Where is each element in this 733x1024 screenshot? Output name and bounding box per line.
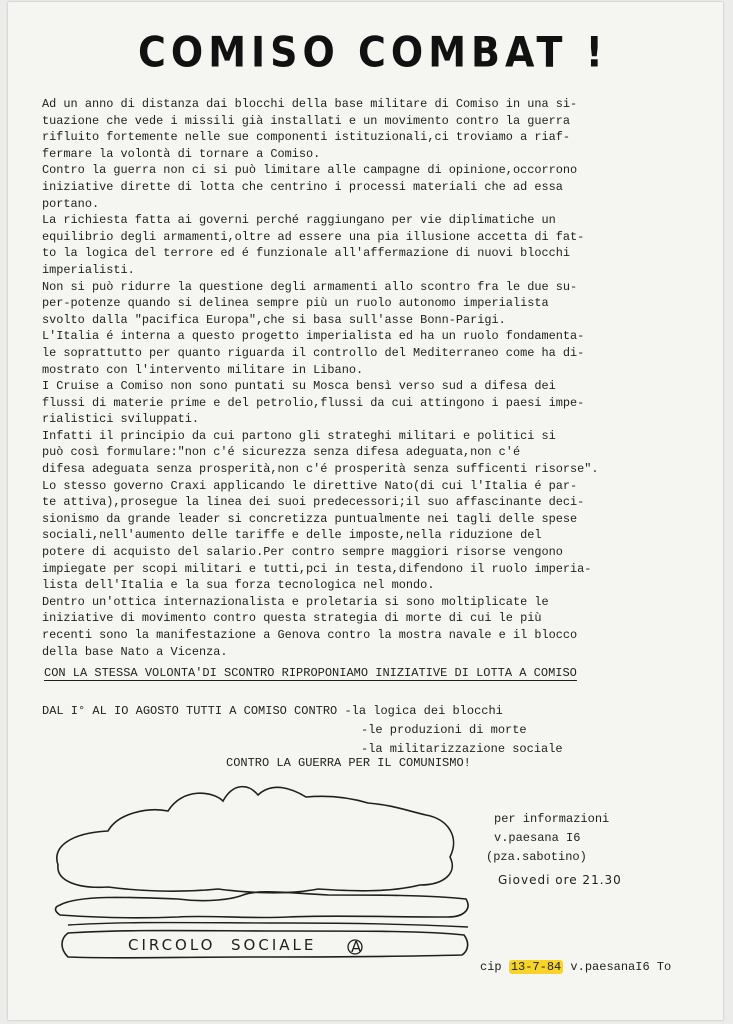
info-line: Giovedi ore 21.30 (498, 873, 622, 887)
body-line: portano. (42, 196, 100, 211)
body-line: Infatti il principio da cui partono gli strateghi militari e politici si (42, 428, 556, 443)
body-line: della base Nato a Vicenza. (42, 644, 228, 659)
info-line: per informazioni (494, 812, 610, 826)
body-line: flussi di materie prime e del petrolio,flussi da cui attingono i paesi impe- (42, 395, 585, 410)
leaflet-page (8, 2, 723, 1020)
body-line: Lo stesso governo Craxi applicando le direttive Nato(di cui l'Italia é par- (42, 478, 578, 493)
cloud-layer-3 (68, 923, 468, 928)
agosto-row-1 (42, 702, 642, 721)
body-line: le soprattutto per quanto riguarda il controllo del Mediterraneo come ha di- (42, 345, 585, 360)
body-line: Non si può ridurre la questione degli armamenti allo scontro fra le due su- (42, 279, 578, 294)
body-line: difesa adeguata senza prosperità,non c'é prosperità senza sufficenti risorse". (42, 462, 599, 477)
body-line: rialistici sviluppati. (42, 412, 199, 427)
body-line: può così formulare:"non c'é sicurezza senza difesa adeguata,non c'é (42, 445, 521, 460)
body-line: per-potenze quando si delinea sempre più un ruolo autonomo imperialista (42, 296, 549, 311)
body-line: iniziative dirette di lotta che centrino i processi materiali che ad essa (42, 179, 563, 194)
body-line: Dentro un'ottica internazionalista e proletaria si sono moltiplicate le (42, 594, 549, 609)
leaflet-title: COMISO COMBAT ! (138, 27, 608, 77)
body-line: svolto dalla "pacifica Europa",che si basa sull'asse Bonn-Parigi. (42, 312, 506, 327)
body-line: Contro la guerra non ci si può limitare alle campagne di opinione,occorrono (42, 163, 578, 178)
body-line: rifluito fortemente nelle sue componenti istituzionali,ci troviamo a riaf- (42, 130, 571, 145)
cip-date: 13-7-84 (510, 960, 562, 974)
body-line: L'Italia é interna a questo progetto imperialista ed ha un ruolo fondamenta- (42, 329, 585, 344)
body-line: to la logica del terrore ed é funzionale all'affermazione di nuovi blocchi (42, 246, 571, 261)
body-line: fermare la volontà di tornare a Comiso. (42, 146, 321, 161)
contro-slogan: CONTRO LA GUERRA PER IL COMUNISMO! (226, 756, 471, 770)
info-line: v.paesana I6 (494, 831, 581, 845)
cloud-layer-2 (56, 892, 468, 918)
agosto-item: -la militarizzazione sociale (361, 742, 563, 756)
body-line: imperialisti. (42, 262, 135, 277)
slogan-line: CON LA STESSA VOLONTA'DI SCONTRO RIPROPONIAMO INIZIATIVE DI LOTTA A COMISO (44, 666, 577, 680)
body-line: te attiva),prosegue la linea dei suoi predecessori;il suo affascinante deci- (42, 495, 585, 510)
body-line: sionismo da grande leader si concretizza puntualmente nei tagli delle spese (42, 511, 578, 526)
agosto-lead: DAL I° AL IO AGOSTO TUTTI A COMISO CONTRO (42, 704, 345, 718)
body-line: I Cruise a Comiso non sono puntati su Mosca bensì verso sud a difesa dei (42, 379, 556, 394)
agosto-item: -le produzioni di morte (361, 723, 527, 737)
agosto-row-2 (42, 721, 642, 740)
body-line: Ad un anno di distanza dai blocchi della base militare di Comiso in una si- (42, 97, 578, 111)
anarchy-a-icon: A (351, 938, 362, 956)
body-line: iniziative di movimento contro questa strategia di morte di cui le più (42, 611, 542, 626)
body-line: tuazione che vede i missili già installati e un movimento contro la guerra (42, 113, 571, 128)
circolo-label: CIRCOLO SOCIALE (128, 936, 317, 954)
body-line: impiegate per scopi militari e tutti,pci in testa,difendono il ruolo imperia- (42, 561, 592, 576)
cloud-outline (57, 787, 454, 893)
info-block (486, 810, 622, 890)
body-line: recenti sono la manifestazione a Genova contro la mostra navale e il blocco (42, 628, 578, 642)
agosto-item: -la logica dei blocchi (344, 704, 503, 718)
cip-footer (480, 960, 671, 974)
info-line: (pza.sabotino) (486, 850, 587, 864)
cip-suffix: v.paesanaI6 To (563, 960, 672, 974)
body-line: lista dell'Italia e la sua forza tecnologica nel mondo. (42, 578, 435, 593)
body-line: sociali,nell'aumento delle tariffe e delle imposte,nella riduzione del (42, 528, 542, 543)
cip-prefix: cip (480, 960, 509, 974)
body-line: equilibrio degli armamenti,oltre ad essere una pia illusione accetta di fat- (42, 229, 585, 244)
body-line: potere di acquisto del salario.Per contro sempre maggiori risorse vengono (42, 545, 563, 560)
agosto-block (42, 702, 642, 759)
body-line: La richiesta fatta ai governi perché raggiungano per vie diplimatiche un (42, 213, 556, 228)
body-line: mostrato con l'intervento militare in Libano. (42, 362, 364, 377)
body-text (42, 96, 632, 660)
